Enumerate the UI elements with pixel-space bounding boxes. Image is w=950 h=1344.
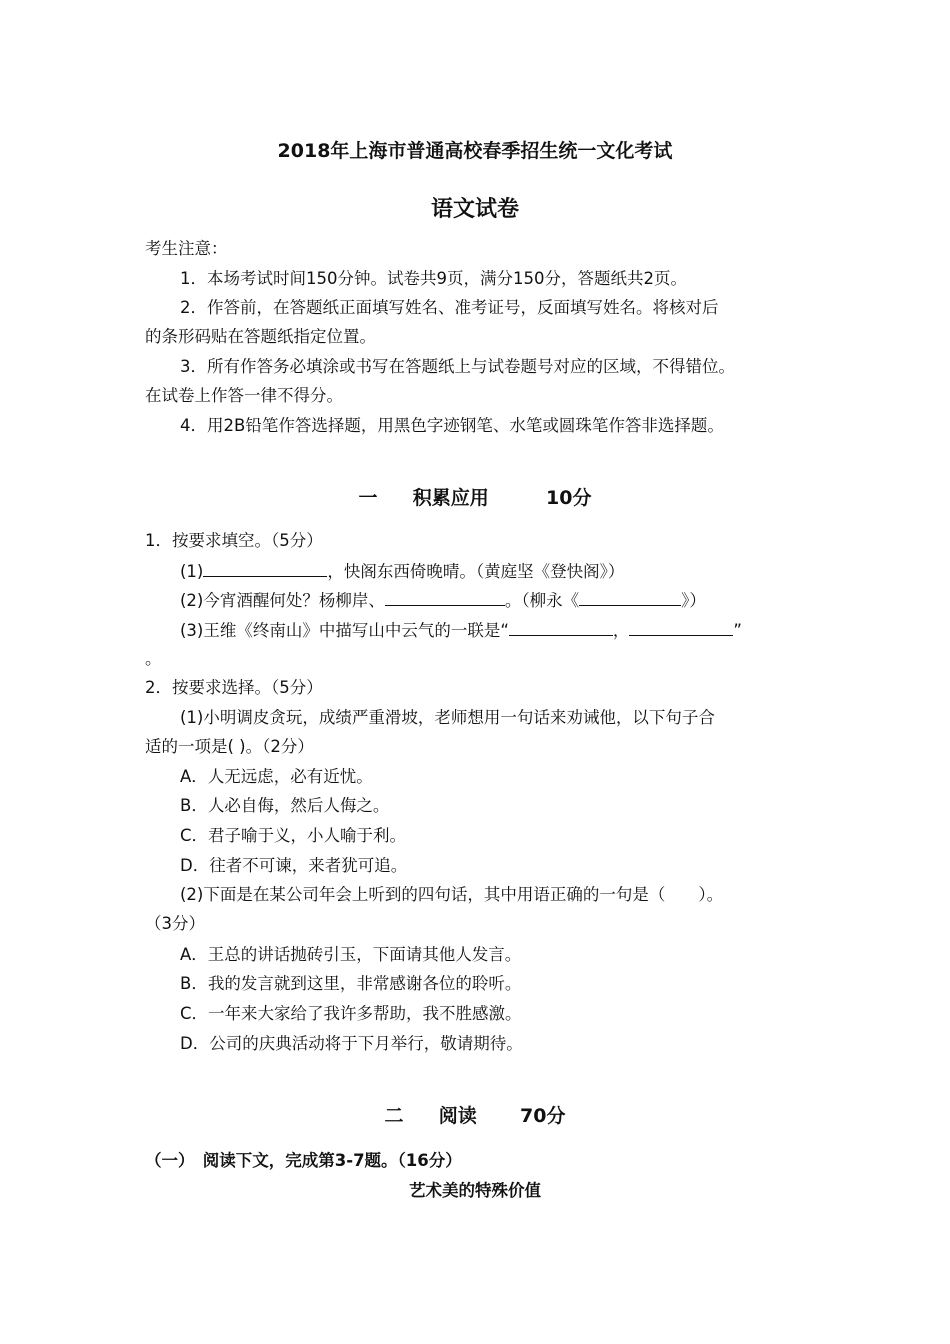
option: B．人必自侮，然后人侮之。 <box>180 796 390 815</box>
section1-name: 积累应用 <box>412 487 489 509</box>
q2-stem: 2．按要求选择。（5分） <box>145 678 323 697</box>
reading-part1-heading: （一） 阅读下文，完成第3-7题。（16分） <box>145 1151 462 1170</box>
exam-subtitle: 语文试卷 <box>430 197 519 222</box>
q1-part1: (1) ，快阁东西倚晚晴。（黄庭坚《登快阁》） <box>180 559 624 583</box>
q1-part3: (3)王维《终南山》中描写山中云气的一联是“ ， ” <box>180 618 742 642</box>
section2-num: 二 <box>384 1105 404 1127</box>
option: A．王总的讲话抛砖引玉，下面请其他人发言。 <box>180 945 522 964</box>
exam-title: 2018年上海市普通高校春季招生统一文化考试 <box>277 140 673 162</box>
q2-p2-line2: （3分） <box>145 914 205 933</box>
q1-part3-end: 。 <box>145 649 162 668</box>
q1-stem: 1．按要求填空。（5分） <box>145 531 323 550</box>
article-title: 艺术美的特殊价值 <box>409 1181 541 1200</box>
answer-blank[interactable] <box>203 559 327 577</box>
answer-blank[interactable] <box>509 618 613 636</box>
section2-score: 70分 <box>520 1105 566 1127</box>
section2-heading <box>0 1103 950 1129</box>
q2-p2-line1: (2)下面是在某公司年会上听到的四句话，其中用语正确的一句是（ ）。 <box>180 885 724 904</box>
notice-item: 在试卷上作答一律不得分。 <box>145 386 343 405</box>
option: A．人无远虑，必有近忧。 <box>180 767 373 786</box>
q2-p1-line1: (1)小明调皮贪玩，成绩严重滑坡，老师想用一句话来劝诫他，以下句子合 <box>180 708 715 727</box>
notice-item: 4．用2B铅笔作答选择题，用黑色字迹钢笔、水笔或圆珠笔作答非选择题。 <box>180 416 724 435</box>
answer-blank[interactable] <box>629 618 733 636</box>
notice-item: 3．所有作答务必填涂或书写在答题纸上与试卷题号对应的区域，不得错位。 <box>180 357 735 376</box>
option: D．往者不可谏，来者犹可追。 <box>180 856 408 875</box>
notice-item: 的条形码贴在答题纸指定位置。 <box>145 327 376 346</box>
notice-heading: 考生注意： <box>145 239 228 258</box>
answer-blank[interactable] <box>579 588 681 606</box>
q1-part2: (2)今宵酒醒何处？杨柳岸、 。（柳永《 》） <box>180 588 706 612</box>
answer-blank[interactable] <box>385 588 505 606</box>
section1-score: 10分 <box>546 487 592 509</box>
section1-num: 一 <box>358 487 378 509</box>
section1-heading <box>0 485 950 511</box>
option: D．公司的庆典活动将于下月举行，敬请期待。 <box>180 1034 523 1053</box>
section2-name: 阅读 <box>438 1105 477 1127</box>
option: C．一年来大家给了我许多帮助，我不胜感激。 <box>180 1004 522 1023</box>
option: C．君子喻于义，小人喻于利。 <box>180 826 407 845</box>
q2-p1-line2: 适的一项是( )。（2分） <box>145 737 314 756</box>
option: B．我的发言就到这里，非常感谢各位的聆听。 <box>180 974 522 993</box>
notice-item: 2．作答前，在答题纸正面填写姓名、准考证号，反面填写姓名。将核对后 <box>180 298 719 317</box>
notice-item: 1．本场考试时间150分钟。试卷共9页，满分150分，答题纸共2页。 <box>180 269 687 288</box>
